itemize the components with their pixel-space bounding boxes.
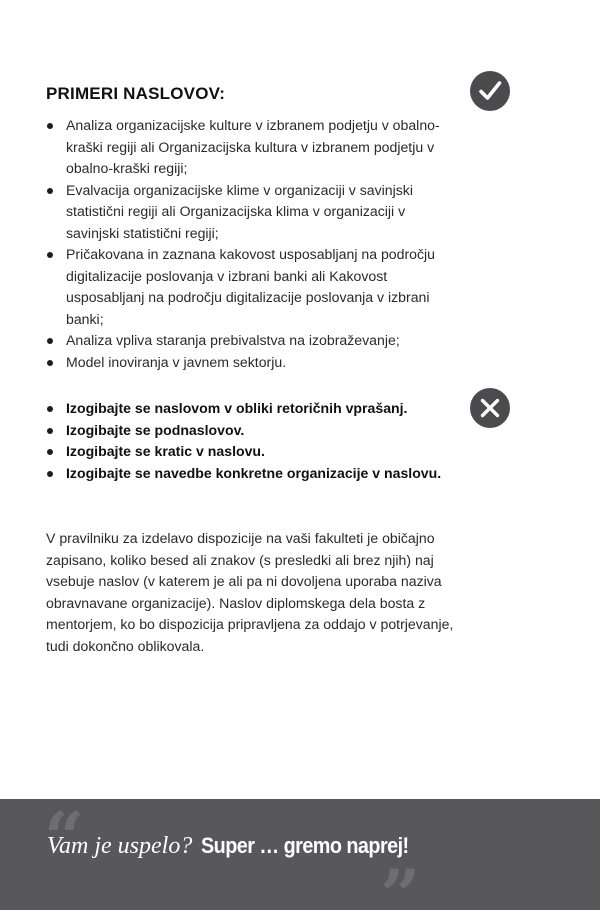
list-item: Evalvacija organizacijske klime v organizaciji v savinjski statistični regiji ali Organizacijska klima v organizaciji v savinjski statistični regiji; [46,180,446,245]
close-quote-icon: ” [380,854,421,910]
list-item: Izogibajte se naslovom v obliki retoričnih vprašanj. [46,398,446,420]
list-item: Pričakovana in zaznana kakovost usposabljanj na področju digitalizacije poslovanja v izbrani banki ali Kakovost usposabljanj na področju digitalizacije poslovanja v izbrani banki; [46,244,446,330]
page-heading: PRIMERI NASLOVOV: [46,84,226,103]
title-examples-list [46,115,446,373]
footer-exclamation: Super … gremo naprej! [200,833,409,858]
list-item: Izogibajte se kratic v naslovu. [46,441,446,463]
check-circle-icon [470,71,510,111]
body-paragraph: V pravilniku za izdelavo dispozicije na vaši fakulteti je običajno zapisano, koliko besed ali znakov (s presledki ali brez njih) naj vsebuje naslov (v katerem je ali pa ni dovoljena uporaba naziva obravnavane organizacije). Naslov diplomskega dela bosta z mentorjem, ko bo dispozicija pripravljena za oddajo v potrjevanje, tudi dokončno oblikovala. [46,530,454,654]
list-item: Izogibajte se navedbe konkretne organizacije v naslovu. [46,463,446,485]
avoid-rules-list [46,398,446,484]
footer-question: Vam je uspelo? [47,833,193,859]
list-item: Izogibajte se podnaslovov. [46,420,446,442]
open-quote-icon: “ [44,799,85,879]
footer-banner [0,799,600,910]
x-circle-icon [470,388,510,428]
list-item: Analiza organizacijske kulture v izbranem podjetju v obalno-kraški regiji ali Organizacijska kultura v izbranem podjetju v obalno-kraški regiji; [46,115,446,180]
list-item: Model inoviranja v javnem sektorju. [46,352,446,374]
list-item: Analiza vpliva staranja prebivalstva na izobraževanje; [46,330,446,352]
footer-message [47,833,431,860]
